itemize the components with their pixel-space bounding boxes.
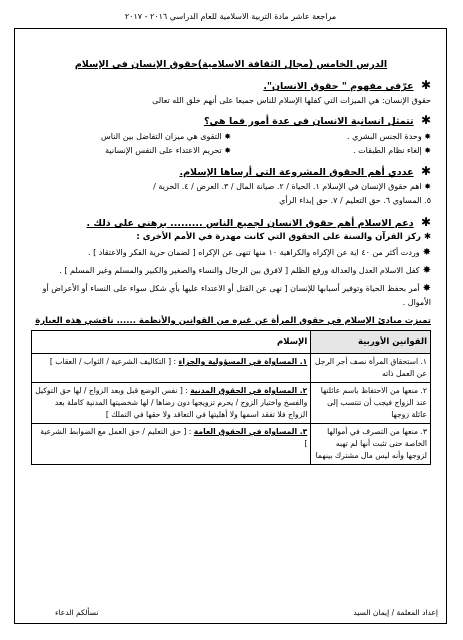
star-icon: ✱ [420, 78, 431, 92]
star-icon: ✱ [420, 164, 431, 178]
table-row [32, 383, 431, 424]
page-header: مراجعة عاشر مادة التربية الاسلامية للعام الدراسي ٢٠١٦ - ٢٠١٧ [124, 12, 337, 21]
bullet-icon: ✸ [422, 283, 431, 294]
lesson-title: الدرس الخامس (مجال الثقافة الاسلامية)حقوق الإنسان في الإسلام [74, 59, 388, 70]
support-bullet: ✸أمر بحفظ الحياة وتوفير أسبابها للإنسان [ نهى عن القتل أو الاعتداء عليها بأي شكل سواء على النساء أو الأعراض أو الأموال . [42, 283, 431, 307]
star-icon: ✱ [420, 113, 431, 127]
table-header-row [32, 331, 431, 354]
section-humanity [31, 113, 431, 127]
table-row [32, 354, 431, 383]
euro-cell: ٣. منعها من التصرف في أموالها الخاصة حتى تثبت أنها لم تهبه لزوجها وأنه ليس مال مشترك بينهما [311, 424, 431, 465]
footer [15, 608, 448, 617]
support-subheading: ✱ ركز القرآن والسنة على الحقوق التي كانت مهدرة في الأمم الأخرى : [136, 232, 431, 242]
sheet [14, 6, 447, 626]
footer-note: نسألكم الدعاء [55, 608, 99, 617]
comparison-table [31, 330, 431, 465]
section-heading: عرّفي مفهوم " حقوق الانسان". [263, 81, 414, 92]
section-definition [31, 78, 431, 92]
bullet-icon: ✸ [422, 265, 431, 276]
star-icon: ✱ [423, 232, 431, 242]
content [31, 39, 431, 465]
euro-cell: ١. استحقاق المرأة نصف أجر الرجل عن العمل ذاته [311, 354, 431, 383]
support-bullet: ✸كفل الاسلام العدل والعدالة ورفع الظلم [ لافرق بين الرجال والنساء والصغير والكبير والمسلم وغير المسلم ] . [59, 265, 431, 276]
section-heading: عددي أهم الحقوق المشروعة التي أرساها الإسلام. [179, 167, 414, 178]
table-row [32, 424, 431, 465]
support-bullet: ✸وردت أكثر من ٤٠ اية عن الإكراه والكراهية ١٠ منها تنهى عن الإكراه [ لضمان حرية الفكر والاعتقاد ] . [88, 247, 431, 258]
bullet-icon: ✸ [422, 247, 431, 258]
section-rights [31, 164, 431, 178]
islam-cell: ١. المساواة في المسؤولية والجزاء : [ التكاليف الشرعية / الثواب / العقاب ] [32, 354, 311, 383]
list-item: ✸ وحدة الجنس البشري . [347, 132, 431, 141]
section-heading: تتمثل انسانية الانسان في عدة أمور فما هي؟ [203, 116, 414, 127]
section-heading: دعم الاسلام أهم حقوق الانسان لجميع الناس ......... برهني على ذلك . [86, 218, 414, 229]
section-women-heading: تميزت مبادئ الإسلام في حقوق المرأة عن غيره من القوانين والأنظمة ...... ناقشي هذه العبارة [35, 316, 431, 326]
rights-line: ٥. المساوي ٦. حق التعليم / ٧. حق إبداء الرأي [279, 196, 431, 205]
rights-line: ✸ اهم حقوق الإنسان في الإسلام ١. الحياة / ٢. صيانة المال / ٣. العرض / ٤. الحرية / [153, 182, 431, 191]
list-item: ✸ إلغاء نظام الطبقات . [353, 146, 431, 155]
content-frame [14, 28, 447, 624]
col-islam: الإسلام [32, 331, 311, 354]
humanity-list [31, 130, 431, 158]
footer-author: إعداد المعلمة / إيمان السيد [353, 608, 438, 617]
islam-cell: ٢. المساواة في الحقوق المدنية : [ نفس الوضع قبل وبعد الزواج / لها حق التوكيل والفسخ واختيار الزوج / يحرم تزويجها دون رضاها / لها شخصيتها المدنية كاملة بعد الزواج فلا تفقد اسمها ولا أهليتها في التعاقد ولا حقها في التملك ] [32, 383, 311, 424]
list-item: ✸ التقوى هي ميزان التفاضل بين الناس [101, 132, 231, 141]
euro-cell: ٢. منعها من الاحتفاظ باسم عائلتها عند الزواج فيجب أن تنتسب إلى عائلة زوجها [311, 383, 431, 424]
list-item: ✸ تحريم الاعتداء على النفس الإنسانية [105, 146, 231, 155]
star-icon: ✱ [420, 215, 431, 229]
section-support [31, 215, 431, 229]
col-european-laws: القوانين الأوربية [311, 331, 431, 354]
definition-text: حقوق الإنسان: هي الميزات التي كفلها الإسلام للناس جميعا على أنهم خلق الله تعالى [152, 96, 431, 105]
islam-cell: ٣. المساواة في الحقوق العامة : [ حق التعليم / حق العمل مع الضوابط الشرعية ] [32, 424, 311, 465]
